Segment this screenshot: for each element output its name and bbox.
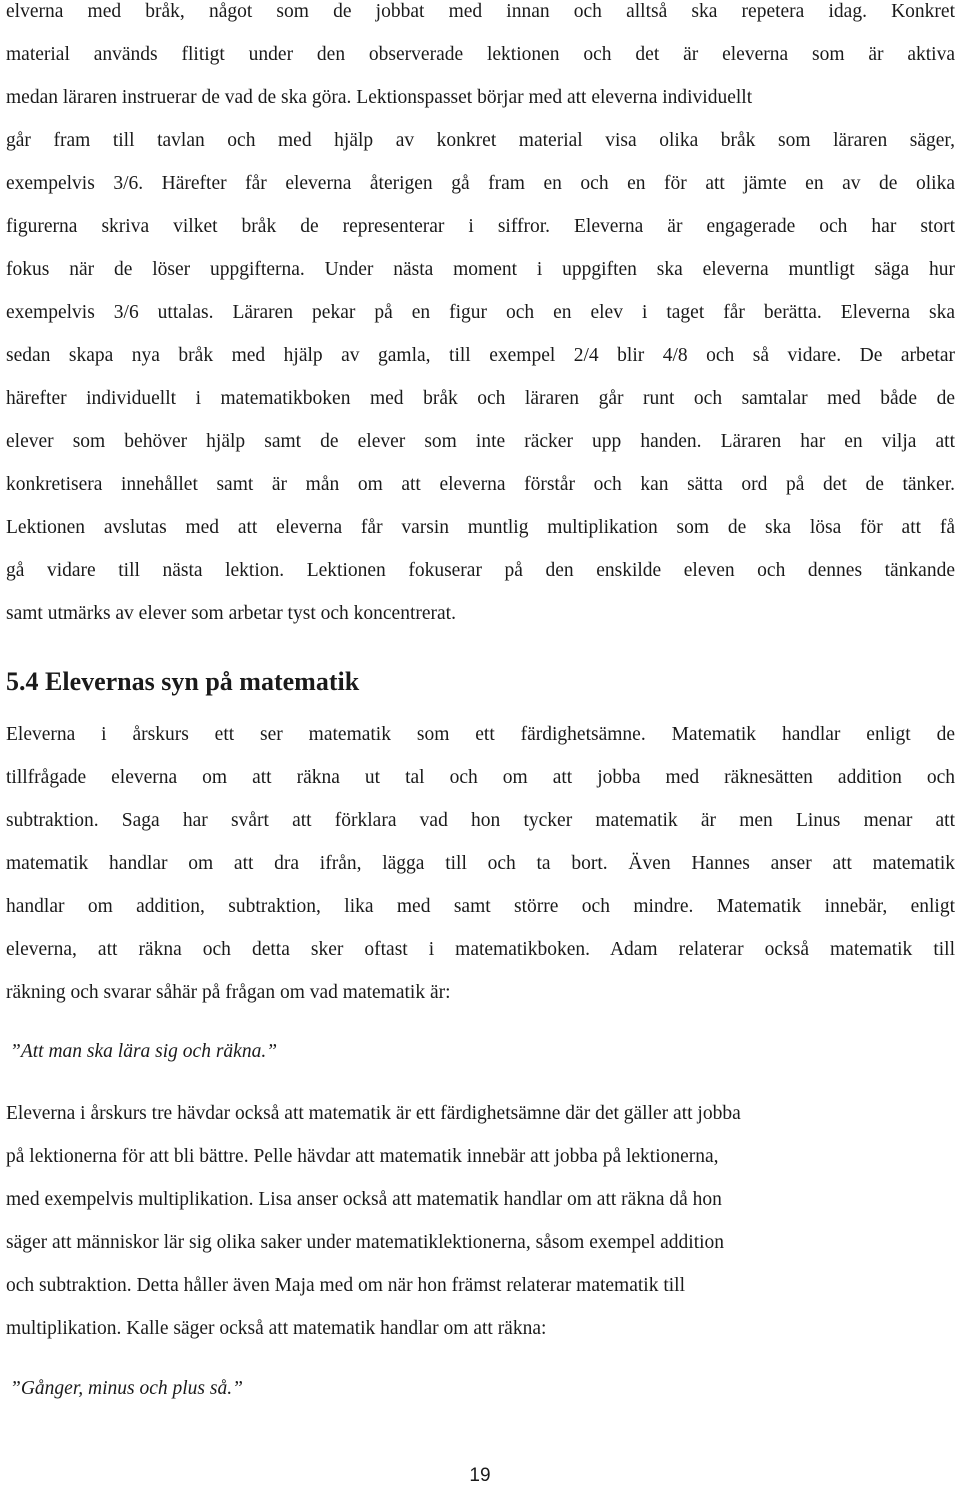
text-line: elverna med bråk, något som de jobbat med innan och alltså ska repetera idag. Konkret [6,1,955,22]
text-line: räkning och svarar såhär på frågan om vad matematik är: [6,982,451,1003]
text-line: multiplikation. Kalle säger också att matematik handlar om att räkna: [6,1318,547,1339]
text-line: gå vidare till nästa lektion. Lektionen fokuserar på den enskilde eleven och dennes tänkande [6,560,955,581]
text-line: och subtraktion. Detta håller även Maja med om när hon främst relaterar matematik till [6,1275,686,1296]
text-line: fokus när de löser uppgifterna. Under nästa moment i uppgiften ska eleverna muntligt säga hur [6,259,955,280]
text-line: säger att människor lär sig olika saker under matematiklektionerna, såsom exempel addition [6,1232,725,1253]
text-line: med exempelvis multiplikation. Lisa anser också att matematik handlar om att räkna då hon [6,1189,722,1210]
block-quote: ”Att man ska lära sig och räkna.” [10,1041,278,1062]
text-line: handlar om addition, subtraktion, lika med samt större och mindre. Matematik innebär, enligt [6,896,955,917]
block-quote: ”Gånger, minus och plus så.” [10,1378,243,1399]
text-line: Eleverna i årskurs ett ser matematik som ett färdighetsämne. Matematik handlar enligt de [6,724,955,745]
text-line: konkretisera innehållet samt är mån om att eleverna förstår och kan sätta ord på det de tänker. [6,474,955,495]
text-line: figurerna skriva vilket bråk de representerar i siffror. Eleverna är engagerade och har stort [6,216,955,237]
text-line: subtraktion. Saga har svårt att förklara vad hon tycker matematik är men Linus menar att [6,810,955,831]
text-line: Lektionen avslutas med att eleverna får varsin muntlig multiplikation som de ska lösa för att få [6,517,955,538]
section-heading: 5.4 Elevernas syn på matematik [6,667,360,696]
text-line: elever som behöver hjälp samt de elever som inte räcker upp handen. Läraren har en vilja att [6,431,955,452]
text-line: exempelvis 3/6. Härefter får eleverna återigen gå fram en och en för att jämte en av de olika [6,173,955,194]
text-line: exempelvis 3/6 uttalas. Läraren pekar på en figur och en elev i taget får berätta. Eleverna ska [6,302,955,323]
text-line: matematik handlar om att dra ifrån, lägga till och ta bort. Även Hannes anser att matematik [6,853,955,874]
text-line: sedan skapa nya bråk med hjälp av gamla, till exempel 2/4 blir 4/8 och så vidare. De arbetar [6,345,955,366]
text-line: samt utmärks av elever som arbetar tyst och koncentrerat. [6,603,456,624]
text-line: Eleverna i årskurs tre hävdar också att matematik är ett färdighetsämne där det gäller att jobba [6,1103,741,1124]
page-number: 19 [469,1465,491,1486]
text-line: på lektionerna för att bli bättre. Pelle hävdar att matematik innebär att jobba på lektionerna, [6,1146,719,1167]
text-line: tillfrågade eleverna om att räkna ut tal och om att jobba med räknesätten addition och [6,767,955,788]
text-line: medan läraren instruerar de vad de ska göra. Lektionspasset börjar med att eleverna individuellt [6,87,753,108]
text-line: eleverna, att räkna och detta sker oftast i matematikboken. Adam relaterar också matematik till [6,939,955,960]
text-line: härefter individuellt i matematikboken med bråk och läraren går runt och samtalar med både de [6,388,955,409]
text-line: material används flitigt under den observerade lektionen och det är eleverna som är aktiva [6,44,955,65]
text-line: går fram till tavlan och med hjälp av konkret material visa olika bråk som läraren säger, [6,130,955,151]
